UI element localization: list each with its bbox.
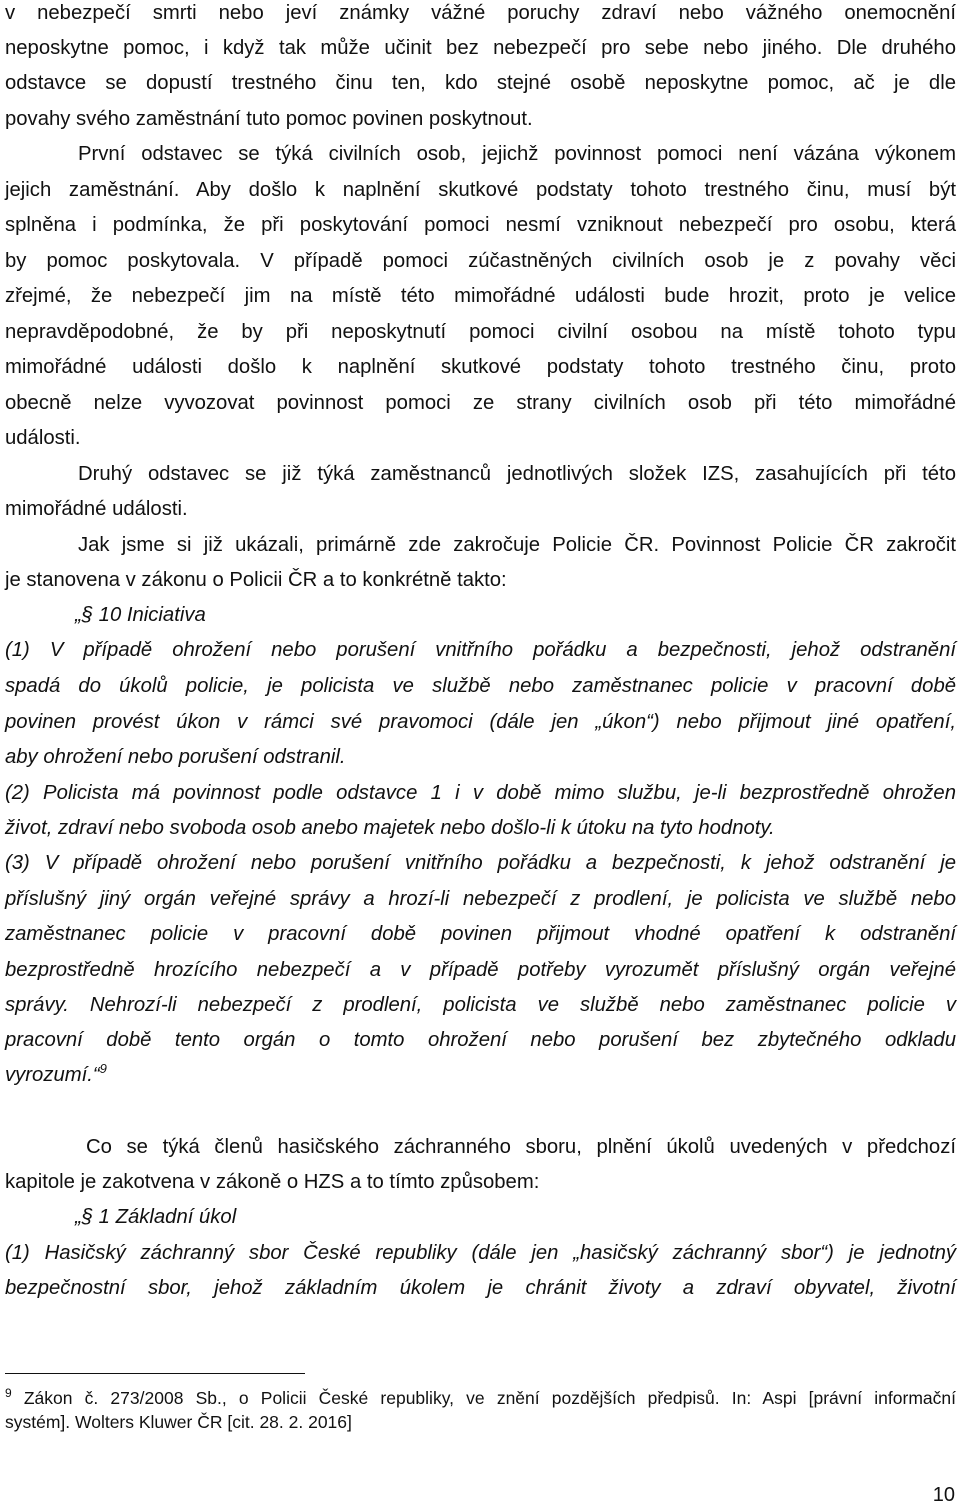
text-line: Jak jsme si již ukázali, primárně zde zakročuje Policie ČR. Povinnost Policie ČR zakročit xyxy=(78,534,956,556)
text-line: povinen provést úkon v rámci své pravomoci (dále jen „úkon“) nebo přijmout jiné opatření, xyxy=(5,711,956,733)
footnote-separator xyxy=(5,1373,305,1374)
text-line: povahy svého zaměstnání tuto pomoc povinen poskytnout. xyxy=(5,108,533,130)
text-line: jejich zaměstnání. Aby došlo k naplnění skutkové podstaty tohoto trestného činu, musí být xyxy=(5,179,956,201)
text-line: v nebezpečí smrti nebo jeví známky vážné poruchy zdraví nebo vážného onemocnění xyxy=(5,2,956,24)
text-line: (1) Hasičský záchranný sbor České republiky (dále jen „hasičský záchranný sbor“) je jednotný xyxy=(5,1242,956,1264)
text-line: zřejmé, že nebezpečí jim na místě této mimořádné události bude hrozit, proto je velice xyxy=(5,285,956,307)
text-line: zaměstnanec policie v pracovní době povinen přijmout vhodné opatření k odstranění xyxy=(5,923,956,945)
text-line: obecně nelze vyvozovat povinnost pomoci ze strany civilních osob při této mimořádné xyxy=(5,392,956,414)
footnote-number: 9 xyxy=(5,1386,12,1401)
text-line: nepravděpodobné, že by při neposkytnutí pomoci civilní osobou na místě tohoto typu xyxy=(5,321,956,343)
text-line: mimořádné události. xyxy=(5,498,188,520)
text-line: bezprostředně hrozícího nebezpečí a v případě potřeby vyrozumět příslušný orgán veřejné xyxy=(5,959,956,981)
text-line: spadá do úkolů policie, je policista ve službě nebo zaměstnanec policie v pracovní době xyxy=(5,675,956,697)
text-line: bezpečnostní sbor, jehož základním úkolem je chránit životy a zdraví obyvatel, životní xyxy=(5,1277,956,1299)
text-line: příslušný jiný orgán veřejné správy a hrozí-li nebezpečí z prodlení, je policista ve službě nebo xyxy=(5,888,956,910)
text-line: Co se týká členů hasičského záchranného sboru, plnění úkolů uvedených v předchozí xyxy=(86,1136,956,1158)
text-line: život, zdraví nebo svoboda osob anebo majetek nebo došlo-li k útoku na tyto hodnoty. xyxy=(5,817,775,839)
text-line: splněna i podmínka, že při poskytování pomoci nesmí vzniknout nebezpečí pro osobu, která xyxy=(5,214,956,236)
section-heading: „§ 10 Iniciativa xyxy=(75,604,206,626)
text-line: (3) V případě ohrožení nebo porušení vnitřního pořádku a bezpečnosti, k jehož odstranění je xyxy=(5,852,956,874)
footnote-reference: 9 xyxy=(99,1061,107,1077)
footnote-line: systém]. Wolters Kluwer ČR [cit. 28. 2. 2016] xyxy=(5,1412,352,1432)
text-line: neposkytne pomoc, i když tak může učinit bez nebezpečí pro sebe nebo jiného. Dle druhého xyxy=(5,37,956,59)
text-line: pracovní době tento orgán o tomto ohrožení nebo porušení bez zbytečného odkladu xyxy=(5,1029,956,1051)
text-line: události. xyxy=(5,427,81,449)
footnote-line xyxy=(5,1386,956,1410)
text-line: správy. Nehrozí-li nebezpečí z prodlení, policista ve službě nebo zaměstnanec policie v xyxy=(5,994,956,1016)
page-number: 10 xyxy=(932,1484,955,1506)
text-line: by pomoc poskytovala. V případě pomoci zúčastněných civilních osob je z povahy věci xyxy=(5,250,956,272)
text-line: aby ohrožení nebo porušení odstranil. xyxy=(5,746,346,768)
footnote-text: Zákon č. 273/2008 Sb., o Policii České republiky, ve znění pozdějších předpisů. In: Aspi [právní informační xyxy=(23,1388,956,1408)
text-line: je stanovena v zákonu o Policii ČR a to konkrétně takto: xyxy=(5,569,507,591)
text-line: (2) Policista má povinnost podle odstavce 1 i v době mimo službu, je-li bezprostředně ohrožen xyxy=(5,782,956,804)
text-line: odstavce se dopustí trestného činu ten, kdo stejné osobě neposkytne pomoc, ač je dle xyxy=(5,72,956,94)
text-line: (1) V případě ohrožení nebo porušení vnitřního pořádku a bezpečnosti, jehož odstranění xyxy=(5,639,956,661)
text-line: kapitole je zakotvena v zákoně o HZS a to tímto způsobem: xyxy=(5,1171,540,1193)
section-heading: „§ 1 Základní úkol xyxy=(75,1206,237,1228)
text-line: Druhý odstavec se již týká zaměstnanců jednotlivých složek IZS, zasahujících při této xyxy=(78,463,956,485)
text-line xyxy=(5,1062,956,1088)
text-line-content: vyrozumí.“ xyxy=(5,1064,100,1086)
text-line: První odstavec se týká civilních osob, jejichž povinnost pomoci není vázána výkonem xyxy=(78,143,956,165)
text-line: mimořádné události došlo k naplnění skutkové podstaty tohoto trestného činu, proto xyxy=(5,356,956,378)
